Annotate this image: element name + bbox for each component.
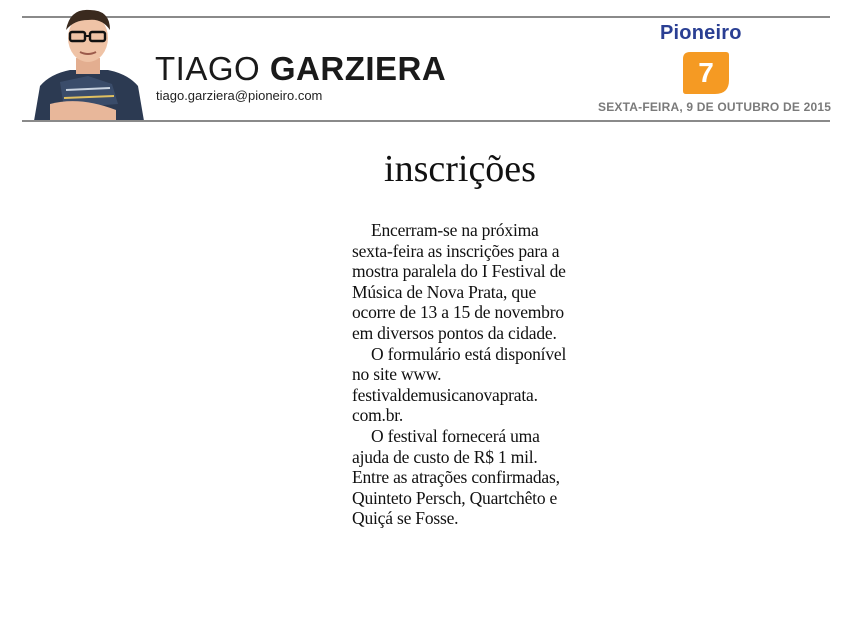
publication-name: Pioneiro	[660, 22, 742, 44]
article-paragraph: Encerram-se na próxima sexta-feira as inscrições para a mostra paralela do I Festival de Música de Nova Prata, que ocorre de 13 a 15 de novembro em diversos pontos da cidade.	[352, 220, 566, 343]
article-paragraph: O festival fornecerá uma ajuda de custo de R$ 1 mil. Entre as atrações confirmadas, Quinteto Persch, Quartchêto e Quiçá se Fosse.	[352, 425, 560, 529]
columnist-email: tiago.garziera@pioneiro.com	[156, 88, 323, 103]
columnist-photo	[30, 4, 148, 121]
columnist-last-name: GARZIERA	[269, 50, 447, 87]
columnist-first-name: TIAGO	[155, 50, 261, 87]
channel-logo	[682, 50, 730, 96]
article-headline: inscrições	[384, 148, 536, 190]
article-body	[352, 220, 577, 529]
header-bottom-rule	[22, 120, 830, 122]
article-paragraph: O formulário está disponível no site www. festivaldemusicanovaprata. com.br.	[352, 343, 567, 426]
columnist-name	[155, 52, 446, 85]
edition-date: SEXTA-FEIRA, 9 DE OUTUBRO DE 2015	[598, 100, 832, 114]
channel-logo-number: 7	[698, 57, 714, 88]
